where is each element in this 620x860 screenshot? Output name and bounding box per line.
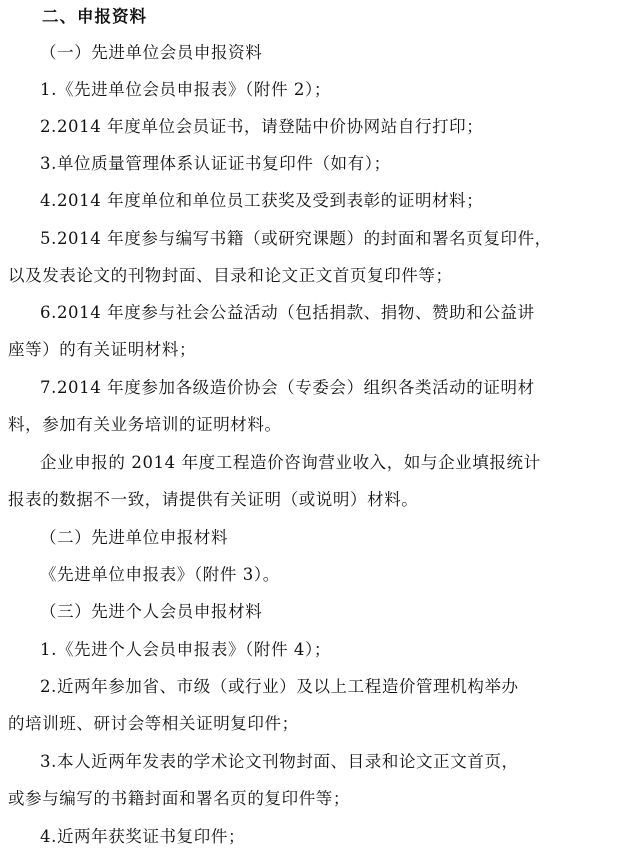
part1-note-line2: 报表的数据不一致，请提供有关证明（或说明）材料。 [8,490,419,509]
part3-item-3-line1: 3.本人近两年发表的学术论文刊物封面、目录和论文正文首页， [40,752,519,771]
part1-item-1: 1.《先进单位会员申报表》（附件 2）； [40,80,331,99]
part1-item-3: 3.单位质量管理体系认证证书复印件（如有）； [40,154,391,173]
part2-heading: （二）先进单位申报材料 [40,528,229,547]
part1-item-6-line1: 6.2014 年度参与社会公益活动（包括捐款、捐物、赞助和公益讲 [40,303,535,322]
part3-item-1: 1.《先进个人会员申报表》（附件 4）； [40,640,331,659]
part1-item-5-line2: 以及发表论文的刊物封面、目录和论文正文首页复印件等； [8,266,453,285]
part1-heading: （一）先进单位会员申报资料 [40,43,263,62]
part1-item-7-line1: 7.2014 年度参加各级造价协会（专委会）组织各类活动的证明材 [40,378,535,397]
part1-item-2: 2.2014 年度单位会员证书，请登陆中价协网站自行打印； [40,117,484,136]
part1-item-4: 4.2014 年度单位和单位员工获奖及受到表彰的证明材料； [40,191,484,210]
part1-item-6-line2: 座等）的有关证明材料； [8,340,197,359]
part2-item: 《先进单位申报表》（附件 3）。 [40,565,280,584]
part3-heading: （三）先进个人会员申报材料 [40,602,263,621]
part1-note-line1: 企业申报的 2014 年度工程造价咨询营业收入，如与企业填报统计 [40,453,541,472]
section-title: 二、申报资料 [42,7,147,26]
part1-item-7-line2: 料，参加有关业务培训的证明材料。 [8,415,282,434]
part3-item-2-line2: 的培训班、研讨会等相关证明复印件； [8,714,299,733]
part3-item-2-line1: 2.近两年参加省、市级（或行业）及以上工程造价管理机构举办 [40,677,519,696]
part1-item-5-line1: 5.2014 年度参与编写书籍（或研究课题）的封面和署名页复印件， [40,229,552,248]
part3-item-4: 4.近两年获奖证书复印件； [40,827,246,846]
part3-item-3-line2: 或参与编写的书籍封面和署名页的复印件等； [8,789,350,808]
